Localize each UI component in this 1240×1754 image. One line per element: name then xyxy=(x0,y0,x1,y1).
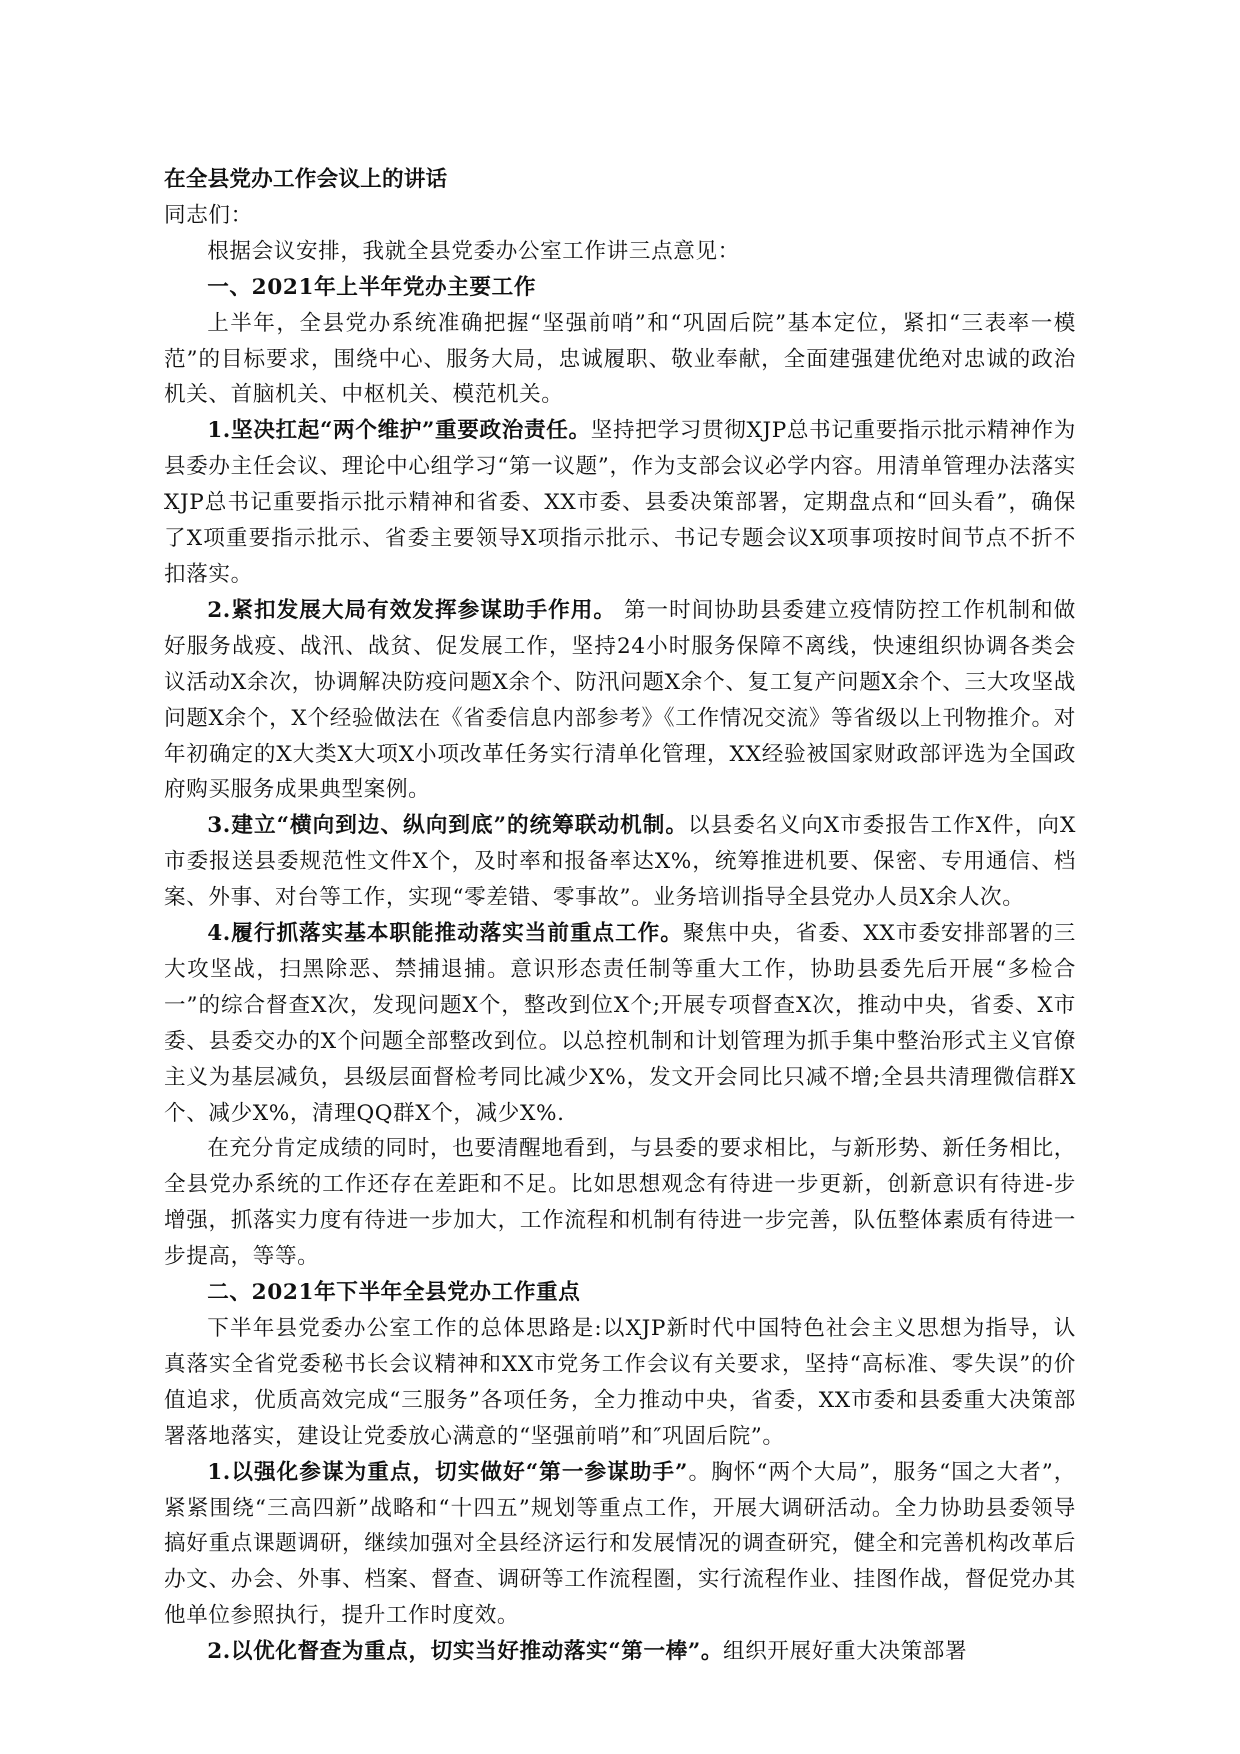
item-lead: 2.以优化督查为重点，切实当好推动落实“第一棒”。 xyxy=(207,1639,724,1665)
section1-closing: 在充分肯定成绩的同时，也要清醒地看到，与县委的要求相比，与新形势、新任务相比，全县党办系统的工作还存在差距和不足。比如思想观念有待进一步更新，创新意识有待进-步增强，抓落实力度有待进一步加大，工作流程和机制有待进一步完善，队伍整体素质有待进一步提高，等等。 xyxy=(164,1136,1076,1270)
section1-item-3 xyxy=(164,808,1076,916)
salutation: 同志们： xyxy=(164,202,253,228)
intro-paragraph: 根据会议安排，我就全县党委办公室工作讲三点意见： xyxy=(207,238,740,264)
item-lead: 2.紧扣发展大局有效发挥参谋助手作用。 xyxy=(207,597,617,623)
item-text: 聚焦中央，省委、XX市委安排部署的三大攻坚战，扫黑除恶、禁捕退捕。意识形态责任制等重大工作，协助县委先后开展“多检合一”的综合督查X次，发现问题X个，整改到位X个;开展专项督查X次，推动中央，省委、X市委、县委交办的X个问题全部整改到位。以总控机制和计划管理为抓手集中整治形式主义官僚主义为基层减负，县级层面督检考同比减少X%，发文开会同比只减不增;全县共清理微信群X个、减少X%，清理QQ群X个，减少X%. xyxy=(164,921,1077,1126)
item-text: 坚持把学习贯彻XJP总书记重要指示批示精神作为县委办主任会议、理论中心组学习“第一议题”，作为支部会议必学内容。用清单管理办法落实XJP总书记重要指示批示精神和省委、XX市委、县委决策部署，定期盘点和“回头看”，确保了X项重要指示批示、省委主要领导X项指示批示、书记专题会议X项事项按时间节点不折不扣落实。 xyxy=(164,418,1076,587)
section1-item-2 xyxy=(164,593,1076,808)
document-title: 在全县党办工作会议上的讲话 xyxy=(164,167,448,192)
item-text: 以县委名义向X市委报告工作X件，向X市委报送县委规范性文件X个，及时率和报备率达X%，统筹推进机要、保密、专用通信、档案、外事、对台等工作，实现“零差错、零事故”。业务培训指导全县党办人员X余人次。 xyxy=(164,813,1077,911)
item-lead: 1.以强化参谋为重点，切实做好“第一参谋助手” xyxy=(207,1459,689,1485)
section-heading-1: 一、2021年上半年党办主要工作 xyxy=(207,274,537,300)
section-heading-2: 二、2021年下半年全县党办工作重点 xyxy=(207,1280,581,1306)
section2-item-1 xyxy=(164,1455,1076,1635)
section1-item-1 xyxy=(164,413,1076,593)
item-lead: 4.履行抓落实基本职能推动落实当前重点工作。 xyxy=(207,921,683,947)
section2-item-2 xyxy=(164,1634,1076,1670)
section1-body: 上半年，全县党办系统准确把握“坚强前哨”和“巩固后院”基本定位，紧扣“三表率一模范”的目标要求，围绕中心、服务大局，忠诚履职、敬业奉献，全面建强建优绝对忠诚的政治机关、首脑机关、中枢机关、模范机关。 xyxy=(164,310,1076,408)
item-lead: 1.坚决扛起“两个维护”重要政治责任。 xyxy=(207,418,591,444)
item-text: 组织开展好重大决策部署 xyxy=(723,1639,968,1665)
item-text: 第一时间协助县委建立疫情防控工作机制和做好服务战疫、战汛、战贫、促发展工作，坚持24小时服务保障不离线，快速组织协调各类会议活动X余次，协调解决防疫问题X余个、防汛问题X余个、复工复产问题X余个、三大攻坚战问题X余个，X个经验做法在《省委信息内部参考》《工作情况交流》等省级以上刊物推介。对年初确定的X大类X大项X小项改革任务实行清单化管理，XX经验被国家财政部评选为全国政府购买服务成果典型案例。 xyxy=(164,597,1076,803)
item-lead: 3.建立“横向到边、纵向到底”的统筹联动机制。 xyxy=(207,813,688,839)
section1-item-4 xyxy=(164,916,1076,1131)
document-page xyxy=(164,162,1076,1670)
section2-body: 下半年县党委办公室工作的总体思路是:以XJP新时代中国特色社会主义思想为指导，认真落实全省党委秘书长会议精神和XX市党务工作会议有关要求，坚持“高标准、零失误”的价值追求，优质高效完成“三服务”各项任务，全力推动中央，省委，XX市委和县委重大决策部署落地落实，建设让党委放心满意的“坚强前哨”和″巩固后院”。 xyxy=(164,1316,1076,1449)
item-text: 。胸怀“两个大局”，服务“国之大者”，紧紧围绕“三高四新”战略和“十四五”规划等重点工作，开展大调研活动。全力协助县委领导搞好重点课题调研，继续加强对全县经济运行和发展情况的调查研究，健全和完善机构改革后办文、办会、外事、档案、督查、调研等工作流程圏，实行流程作业、挂图作战，督促党办其他单位参照执行，提升工作时度效。 xyxy=(164,1459,1077,1629)
